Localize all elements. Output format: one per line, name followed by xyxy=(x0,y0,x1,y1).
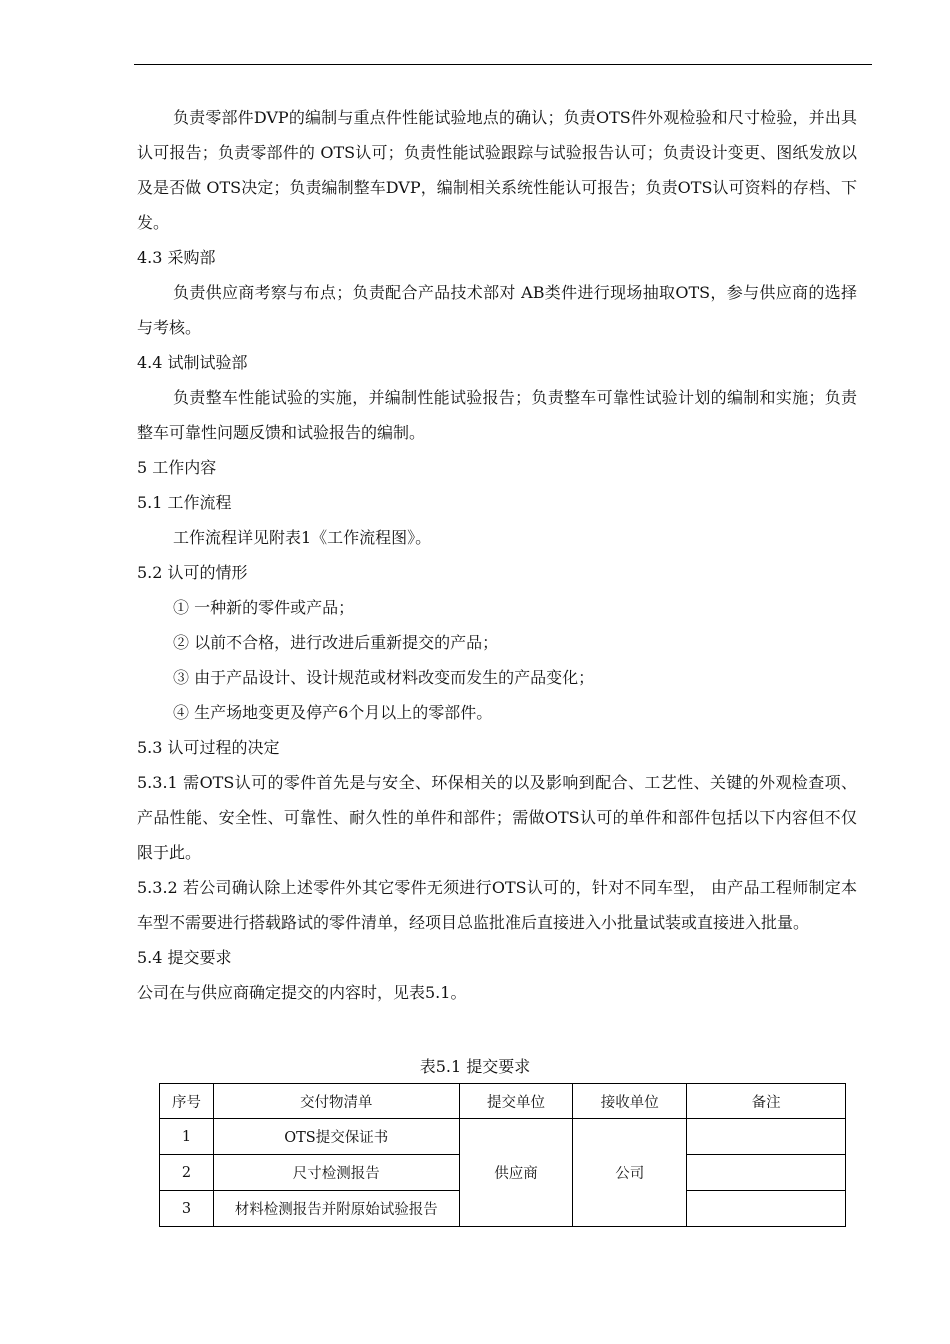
heading-5-3: 5.3 认可过程的决定 xyxy=(137,738,280,757)
header-deliverable: 交付物清单 xyxy=(213,1084,459,1119)
cell-no: 3 xyxy=(160,1191,214,1227)
table-header-row xyxy=(160,1084,846,1119)
cell-deliverable: 尺寸检测报告 xyxy=(213,1155,459,1191)
header-remark: 备注 xyxy=(687,1084,846,1119)
table-caption: 表5.1 提交要求 xyxy=(419,1057,531,1076)
paragraph-submission-intro: 公司在与供应商确定提交的内容时，见表5.1。 xyxy=(137,983,467,1002)
header-rule xyxy=(134,64,872,65)
paragraph-responsibilities-tech: 负责零部件DVP的编制与重点件性能试验地点的确认；负责OTS件外观检验和尺寸检验，并出具认可报告；负责零部件的 OTS认可；负责性能试验跟踪与试验报告认可；负责设计变更、图纸发放以及是否做 OTS决定；负责编制整车DVP，编制相关系统性能认可报告；负责OTS认可资料的存档、下发。 xyxy=(137,108,857,232)
paragraph-trial-testing: 负责整车性能试验的实施，并编制性能试验报告；负责整车可靠性试验计划的编制和实施；负责整车可靠性问题反馈和试验报告的编制。 xyxy=(137,388,857,442)
cell-remark xyxy=(687,1155,846,1191)
heading-5: 5 工作内容 xyxy=(137,458,217,477)
submission-table xyxy=(159,1083,846,1227)
cell-submitter: 供应商 xyxy=(459,1119,573,1227)
paragraph-5-3-2: 5.3.2 若公司确认除上述零件外其它零件无须进行OTS认可的，针对不同车型， 由产品工程师制定本车型不需要进行搭载路试的零件清单，经项目总监批准后直接进入小批量试装或直接进入批量。 xyxy=(137,878,857,932)
paragraph-workflow: 工作流程详见附表1《工作流程图》。 xyxy=(173,528,432,547)
list-item: ② 以前不合格，进行改进后重新提交的产品； xyxy=(173,633,499,652)
header-submitter: 提交单位 xyxy=(459,1084,573,1119)
document-body xyxy=(137,100,857,1010)
heading-5-2: 5.2 认可的情形 xyxy=(137,563,248,582)
cell-remark xyxy=(687,1119,846,1155)
paragraph-purchasing: 负责供应商考察与布点；负责配合产品技术部对 AB类件进行现场抽取OTS，参与供应商的选择与考核。 xyxy=(137,283,857,337)
list-item: ① 一种新的零件或产品； xyxy=(173,598,355,617)
cell-remark xyxy=(687,1191,846,1227)
header-no: 序号 xyxy=(160,1084,214,1119)
paragraph-5-3-1: 5.3.1 需OTS认可的零件首先是与安全、环保相关的以及影响到配合、工艺性、关键的外观检查项、产品性能、安全性、可靠性、耐久性的单件和部件；需做OTS认可的单件和部件包括以下内容但不仅限于此。 xyxy=(137,773,857,862)
heading-5-4: 5.4 提交要求 xyxy=(137,948,232,967)
table-row xyxy=(160,1119,846,1155)
cell-receiver: 公司 xyxy=(573,1119,687,1227)
heading-4-3: 4.3 采购部 xyxy=(137,248,216,267)
list-item: ③ 由于产品设计、设计规范或材料改变而发生的产品变化； xyxy=(173,668,595,687)
header-receiver: 接收单位 xyxy=(573,1084,687,1119)
heading-5-1: 5.1 工作流程 xyxy=(137,493,232,512)
cell-deliverable: OTS提交保证书 xyxy=(213,1119,459,1155)
cell-no: 2 xyxy=(160,1155,214,1191)
cell-deliverable: 材料检测报告并附原始试验报告 xyxy=(213,1191,459,1227)
cell-no: 1 xyxy=(160,1119,214,1155)
list-item: ④ 生产场地变更及停产6个月以上的零部件。 xyxy=(173,703,493,722)
heading-4-4: 4.4 试制试验部 xyxy=(137,353,248,372)
